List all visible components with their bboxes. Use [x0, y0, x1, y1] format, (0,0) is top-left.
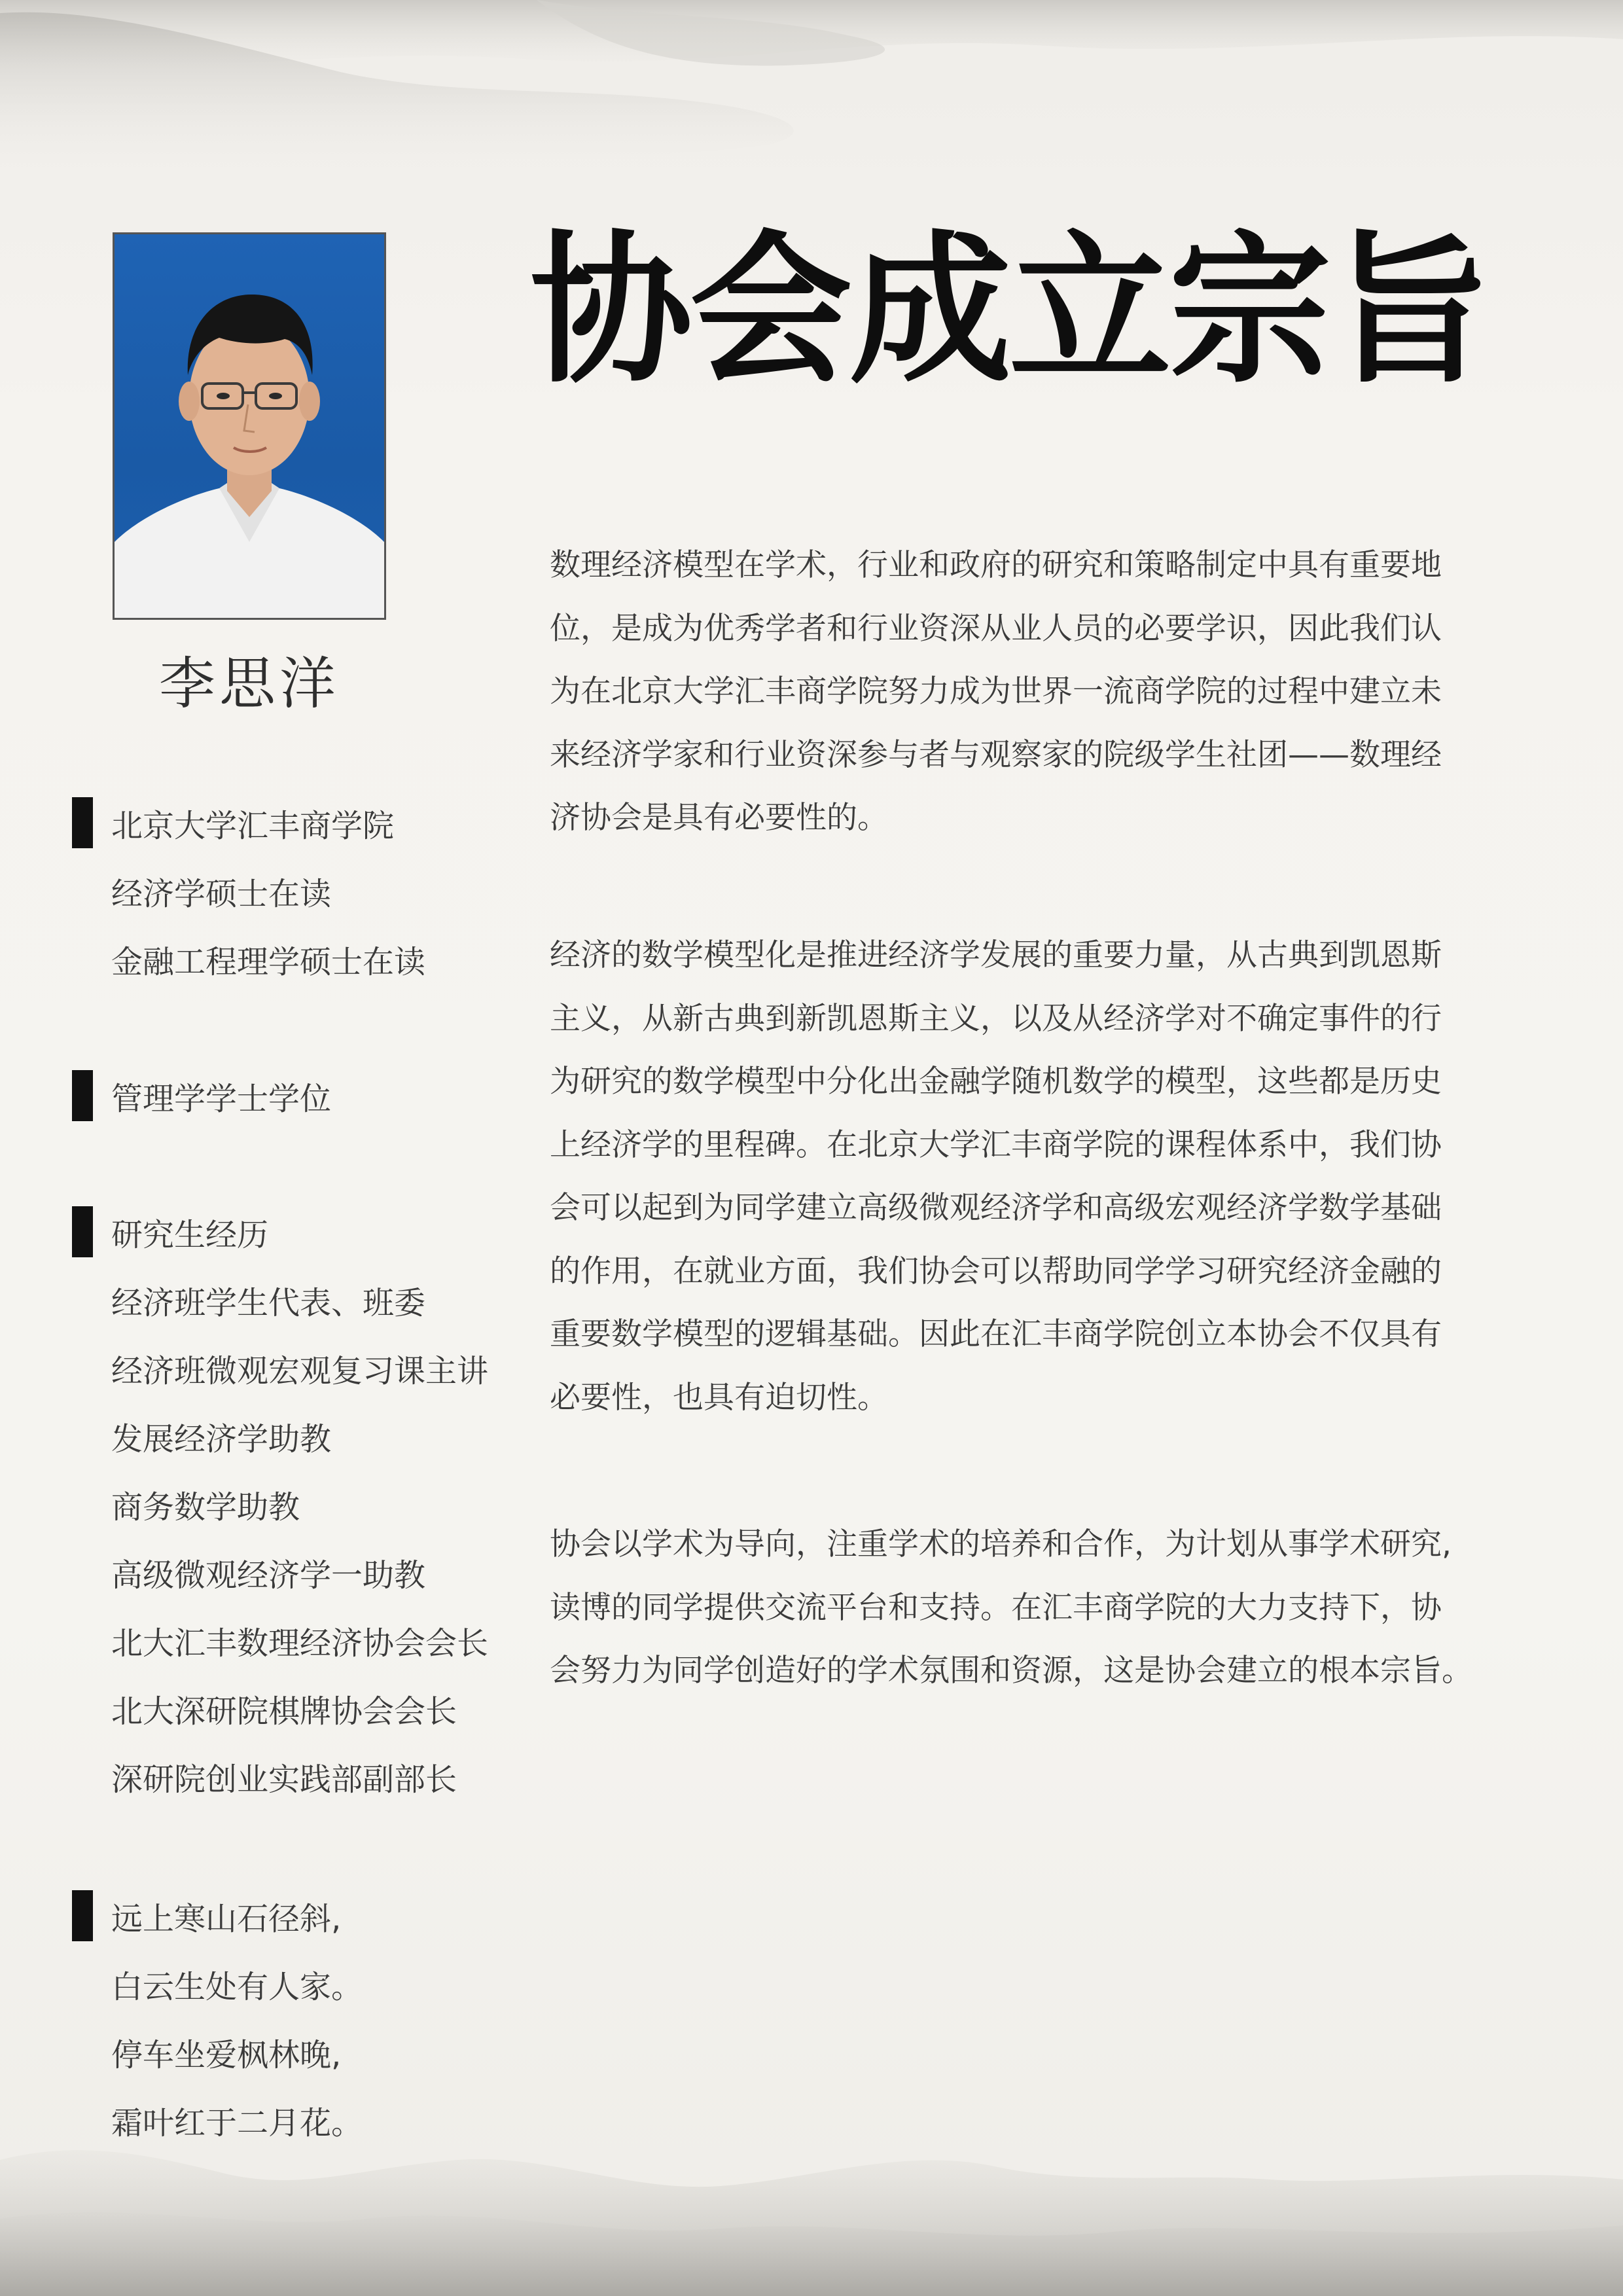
sidebar-line: 停车坐爱枫林晚,: [111, 2037, 342, 2073]
sidebar-line: 高级微观经济学一助教: [111, 1557, 426, 1594]
section-marker-bar: [72, 1890, 93, 1941]
sidebar-line: 商务数学助教: [111, 1489, 300, 1526]
sidebar-line: 经济学硕士在读: [111, 876, 332, 912]
section-marker-bar: [72, 797, 93, 848]
paragraph-line: 来经济学家和行业资深参与者与观察家的院级学生社团——数理经: [550, 736, 1442, 773]
paragraph-1: [550, 534, 1531, 850]
sidebar-line: 管理学学士学位: [111, 1081, 332, 1117]
paragraph-line: 会努力为同学创造好的学术氛围和资源，这是协会建立的根本宗旨。: [550, 1653, 1472, 1689]
sidebar-line: 研究生经历: [111, 1217, 269, 1253]
person-name: 李思洋: [159, 651, 340, 717]
paragraph-line: 会可以起到为同学建立高级微观经济学和高级宏观经济学数学基础: [550, 1190, 1442, 1226]
paragraph-line: 为在北京大学汇丰商学院努力成为世界一流商学院的过程中建立未: [550, 673, 1442, 709]
paragraph-line: 经济的数学模型化是推进经济学发展的重要力量，从古典到凯恩斯: [550, 937, 1442, 973]
sidebar-line: 深研院创业实践部副部长: [111, 1761, 457, 1798]
paragraph-2: [550, 924, 1531, 1429]
section-marker-bar: [72, 1206, 93, 1257]
sidebar-line: 北大汇丰数理经济协会会长: [111, 1625, 489, 1662]
paragraph-line: 必要性，也具有迫切性。: [550, 1379, 888, 1416]
person-avatar-icon: [115, 234, 384, 618]
sidebar-line: 经济班学生代表、班委: [111, 1285, 426, 1321]
paragraph-line: 数理经济模型在学术，行业和政府的研究和策略制定中具有重要地: [550, 547, 1442, 583]
paragraph-3: [550, 1513, 1531, 1703]
sidebar-line: 北大深研院棋牌协会会长: [111, 1693, 457, 1730]
paragraph-line: 重要数学模型的逻辑基础。因此在汇丰商学院创立本协会不仅具有: [550, 1316, 1442, 1352]
sidebar-line: 发展经济学助教: [111, 1421, 332, 1458]
section-marker-bar: [72, 1070, 93, 1121]
sidebar-line: 霜叶红于二月花。: [111, 2105, 363, 2142]
sidebar-line: 北京大学汇丰商学院: [111, 808, 395, 844]
portrait-photo: [113, 232, 386, 620]
paragraph-line: 济协会是具有必要性的。: [550, 800, 888, 836]
paragraph-line: 为研究的数学模型中分化出金融学随机数学的模型，这些都是历史: [550, 1064, 1442, 1100]
paragraph-line: 协会以学术为导向，注重学术的培养和合作，为计划从事学术研究,: [550, 1526, 1452, 1562]
sidebar-line: 远上寒山石径斜,: [111, 1901, 342, 1937]
paragraph-line: 上经济学的里程碑。在北京大学汇丰商学院的课程体系中，我们协: [550, 1126, 1442, 1163]
paragraph-line: 的作用，在就业方面，我们协会可以帮助同学学习研究经济金融的: [550, 1253, 1442, 1289]
paragraph-line: 读博的同学提供交流平台和支持。在汇丰商学院的大力支持下，协: [550, 1589, 1442, 1626]
paragraph-line: 位，是成为优秀学者和行业资深从业人员的必要学识，因此我们认: [550, 610, 1442, 647]
sidebar-line: 白云生处有人家。: [111, 1969, 363, 2005]
sidebar-line: 经济班微观宏观复习课主讲: [111, 1353, 489, 1390]
paragraph-line: 主义，从新古典到新凯恩斯主义，以及从经济学对不确定事件的行: [550, 1000, 1442, 1037]
page-title: 协会成立宗旨: [530, 215, 1488, 405]
sidebar-line: 金融工程理学硕士在读: [111, 944, 426, 980]
